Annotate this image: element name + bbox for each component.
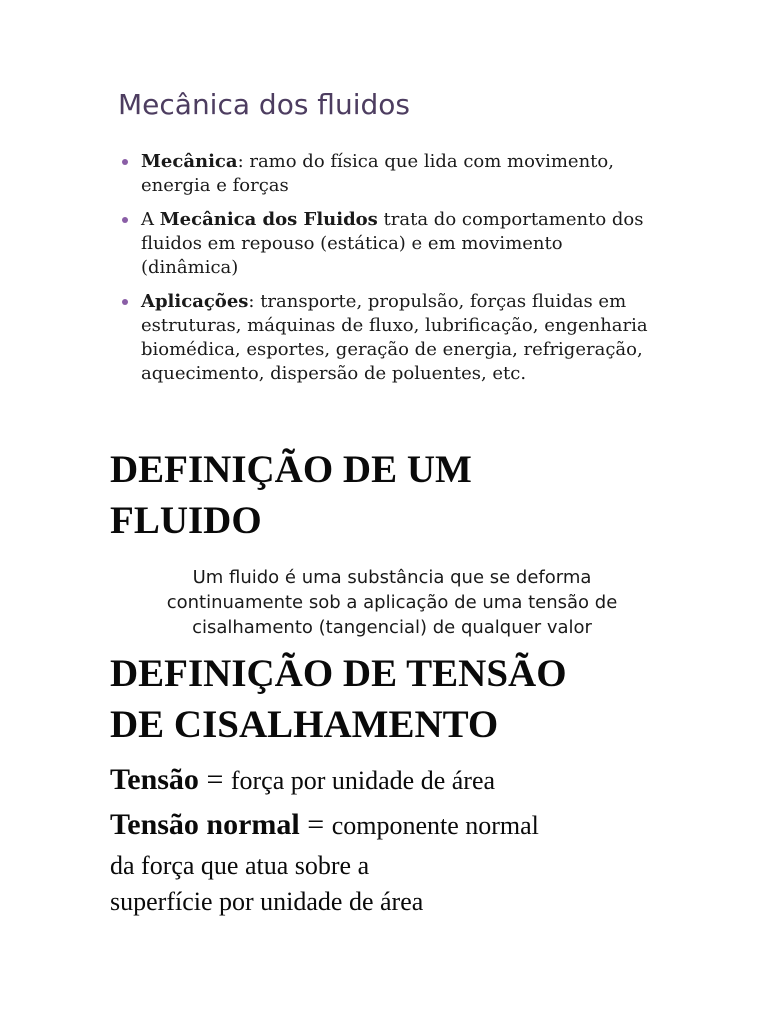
list-item [122, 150, 662, 198]
normal-term: Tensão normal [110, 808, 300, 841]
heading-line: DEFINIÇÃO DE UM [110, 448, 472, 491]
shear-definition-heading [110, 648, 670, 750]
equals-sign: = [299, 808, 332, 841]
bullet-dot-icon [122, 159, 128, 165]
normal-def: componente normal [331, 811, 539, 840]
normal-tensao-definition [110, 803, 670, 848]
bullet-term: Mecânica [141, 151, 238, 172]
list-item [122, 290, 662, 386]
bullet-text: : transporte, propulsão, forças fluidas em estruturas, máquinas de fluxo, lubrificação, engenharia biomédica, esportes, geração de energia, refrigeração, aquecimento, dispersão de poluentes, etc. [141, 291, 648, 384]
tensao-definitions [110, 758, 670, 920]
bullet-text: : ramo do física que lida com movimento, energia e forças [141, 151, 614, 196]
slide-title: Mecânica dos fluidos [118, 88, 410, 121]
tensao-definition [110, 758, 670, 803]
heading-line: DEFINIÇÃO DE TENSÃO [110, 652, 567, 695]
heading-line: FLUIDO [110, 499, 262, 542]
tensao-def: força por unidade de área [230, 766, 496, 795]
bullet-term: Aplicações [141, 291, 249, 312]
bullet-prefix: A [141, 209, 160, 230]
fluid-definition-text: Um fluido é uma substância que se deforma continuamente sob a aplicação de uma tensão de cisalhamento (tangencial) de qualquer valor [166, 567, 618, 638]
equals-sign: = [198, 763, 231, 796]
list-item [122, 208, 662, 280]
bullet-term: Mecânica dos Fluidos [159, 209, 378, 230]
bullet-list [122, 150, 662, 396]
bullet-dot-icon [122, 217, 128, 223]
heading-line: DE CISALHAMENTO [110, 703, 499, 746]
normal-def-continuation: superfície por unidade de área [110, 887, 424, 916]
bullet-dot-icon [122, 299, 128, 305]
normal-def-continuation: da força que atua sobre a [110, 851, 370, 880]
tensao-term: Tensão [110, 763, 199, 796]
fluid-definition-heading [110, 444, 670, 546]
bullet-text: trata do comportamento dos fluidos em repouso (estática) e em movimento (dinâmica) [141, 209, 644, 278]
